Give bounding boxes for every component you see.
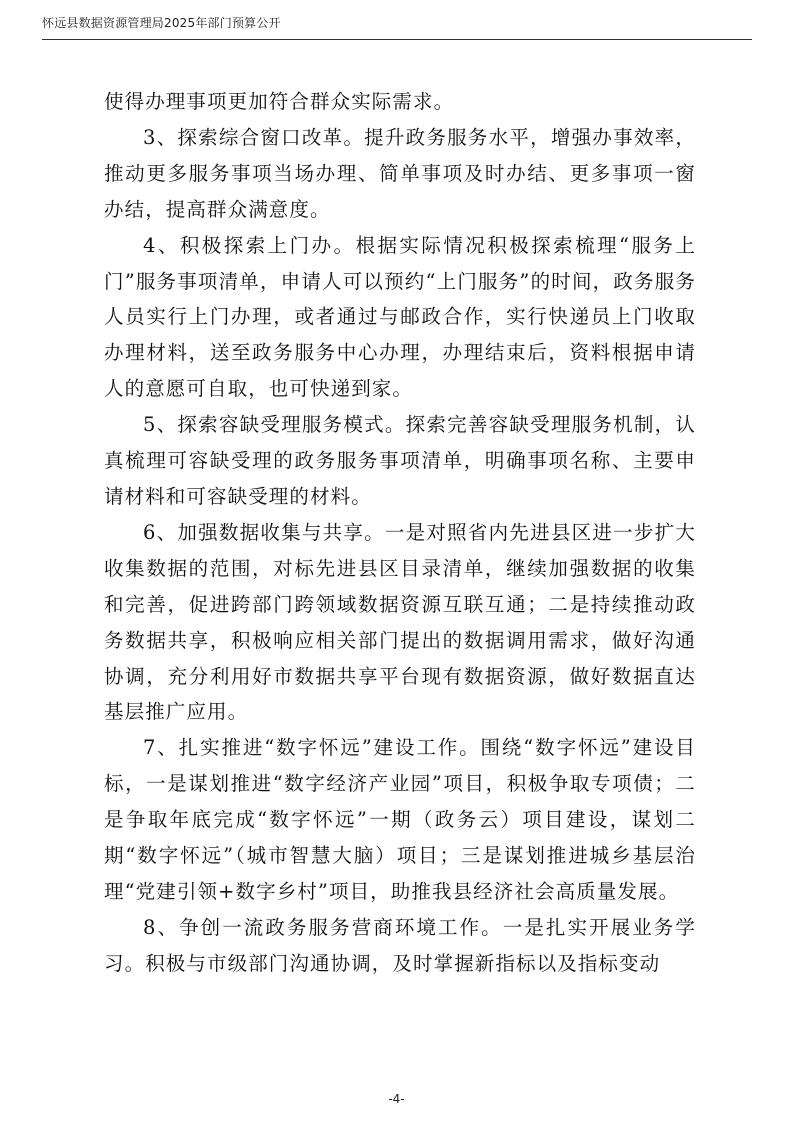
paragraph-item-8: 8、争创一流政务服务营商环境工作。一是扎实开展业务学习。积极与市级部门沟通协调，及时掌握新指标以及指标变动 <box>104 915 696 975</box>
page-number: -4- <box>388 1092 405 1106</box>
paragraph-item-3: 3、探索综合窗口改革。提升政务服务水平，增强办事效率，推动更多服务事项当场办理、简单事项及时办结、更多事项一窗办结，提高群众满意度。 <box>104 125 696 221</box>
document-body <box>104 84 696 982</box>
paragraph-item-7: 7、扎实推进“数字怀远”建设工作。围绕“数字怀远”建设目标，一是谋划推进“数字经济产业园”项目，积极争取专项债；二是争取年底完成“数字怀远”一期（政务云）项目建设，谋划二期“数字怀远”（城市智慧大脑）项目；三是谋划推进城乡基层治理“党建引领+数字乡村”项目，助推我县经济社会高质量发展。 <box>104 736 696 903</box>
paragraph-item-5: 5、探索容缺受理服务模式。探索完善容缺受理服务机制，认真梳理可容缺受理的政务服务事项清单，明确事项名称、主要申请材料和可容缺受理的材料。 <box>104 413 696 508</box>
header-divider <box>42 39 752 40</box>
paragraph-item-4: 4、积极探索上门办。根据实际情况积极探索梳理“服务上门”服务事项清单，申请人可以预约“上门服务”的时间，政务服务人员实行上门办理，或者通过与邮政合作，实行快递员上门收取办理材料，送至政务服务中心办理，办理结束后，资料根据申请人的意愿可自取，也可快递到家。 <box>104 233 696 401</box>
paragraph-item-6: 6、加强数据收集与共享。一是对照省内先进县区进一步扩大收集数据的范围，对标先进县区目录清单，继续加强数据的收集和完善，促进跨部门跨领域数据资源互联互通；二是持续推动政务数据共享，积极响应相关部门提出的数据调用需求，做好沟通协调，充分利用好市数据共享平台现有数据资源，做好数据直达基层推广应用。 <box>104 520 696 724</box>
paragraph-continuation: 使得办理事项更加符合群众实际需求。 <box>104 90 455 113</box>
document-header-title: 怀远县数据资源管理局2025年部门预算公开 <box>42 16 281 30</box>
